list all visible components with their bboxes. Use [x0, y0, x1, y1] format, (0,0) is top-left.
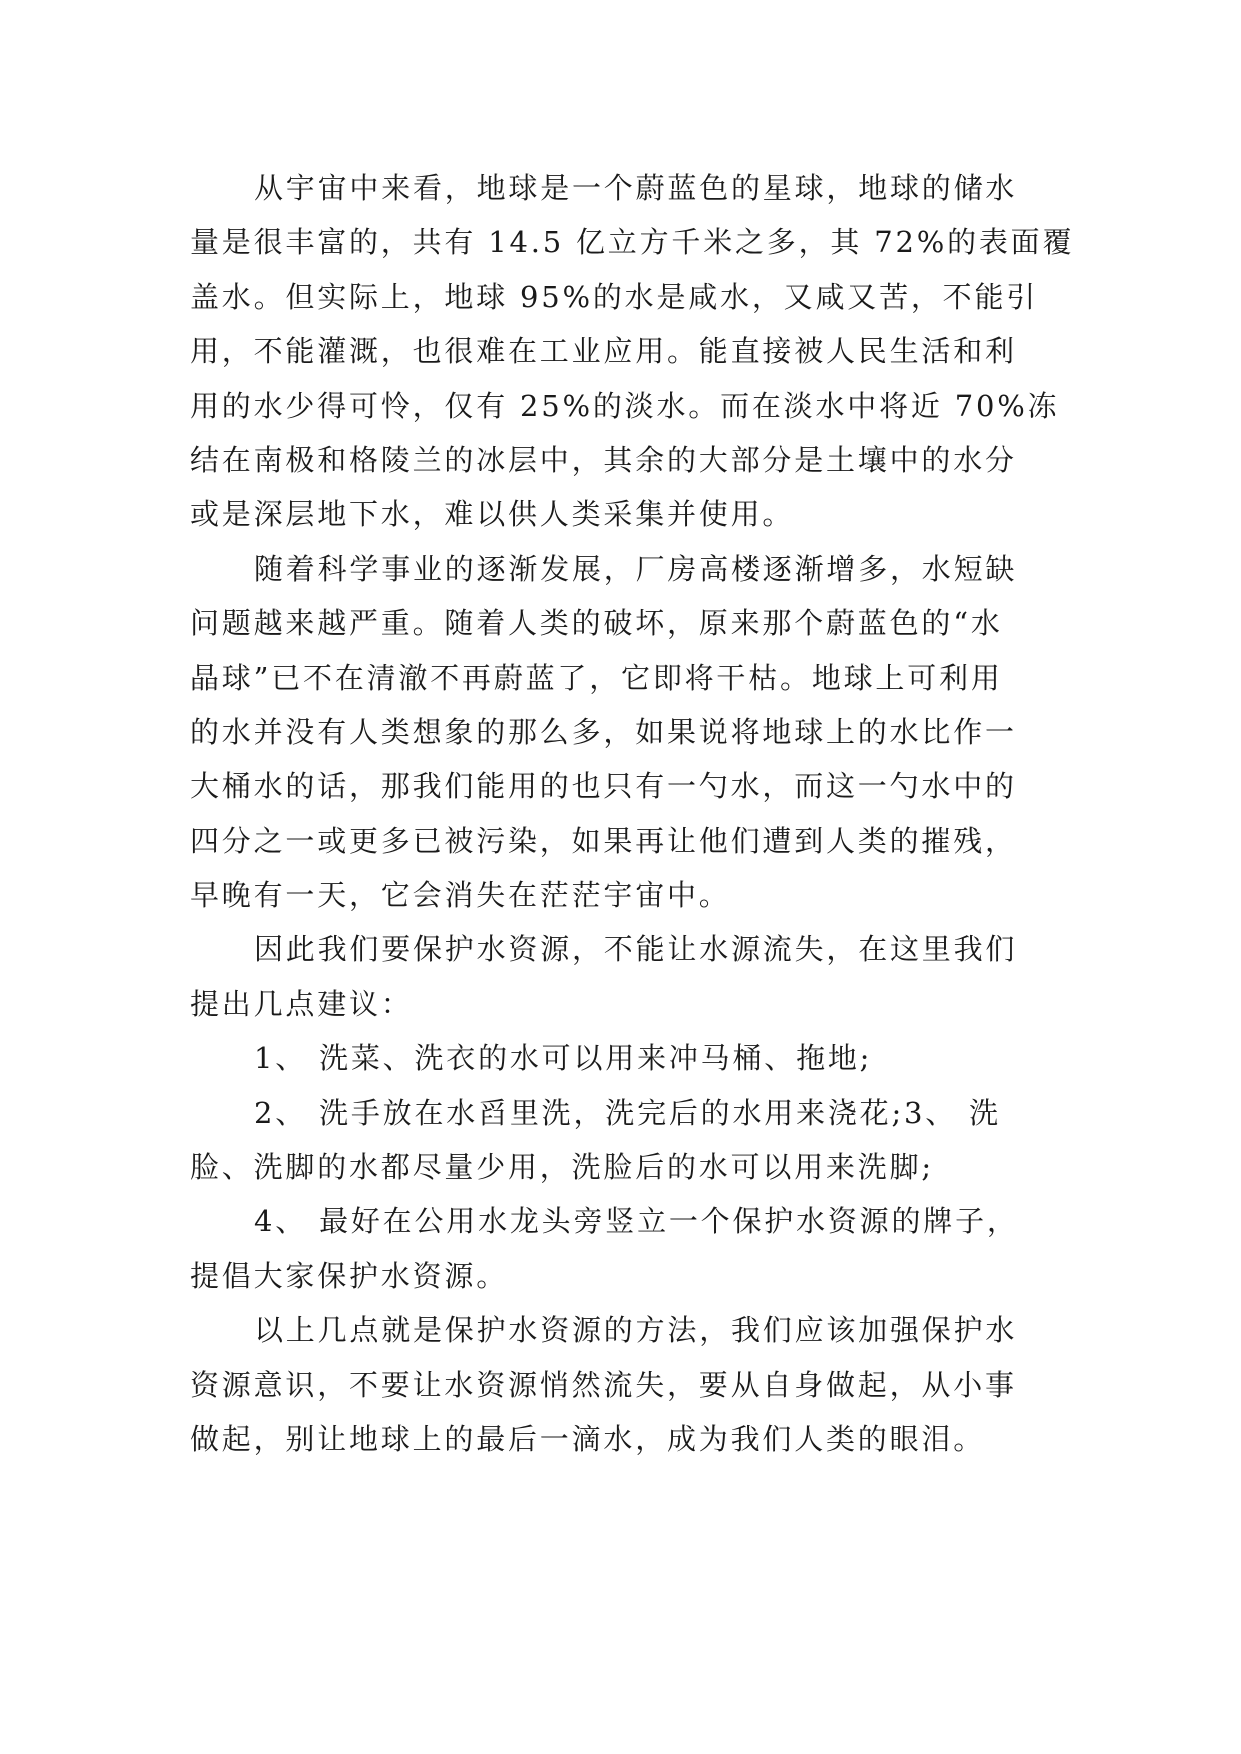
list-item-4: 4、 最好在公用水龙头旁竖立一个保护水资源的牌子，	[254, 1204, 1019, 1239]
list-item-1: 1、 洗菜、洗衣的水可以用来冲马桶、拖地;	[254, 1041, 873, 1076]
text-line: 用，不能灌溉，也很难在工业应用。能直接被人民生活和利	[190, 334, 1017, 369]
text-line: 大桶水的话，那我们能用的也只有一勺水，而这一勺水中的	[190, 769, 1017, 804]
list-item-2: 2、 洗手放在水舀里洗，洗完后的水用来浇花;3、 洗	[254, 1095, 1001, 1130]
text-line: 盖水。但实际上，地球 95%的水是咸水，又咸又苦，不能引	[190, 279, 1039, 314]
text-line: 做起，别让地球上的最后一滴水，成为我们人类的眼泪。	[190, 1421, 986, 1456]
text-line: 从宇宙中来看，地球是一个蔚蓝色的星球，地球的储水	[254, 171, 1018, 205]
text-line: 或是深层地下水，难以供人类采集并使用。	[190, 497, 795, 532]
text-line: 随着科学事业的逐渐发展，厂房高楼逐渐增多，水短缺	[254, 551, 1018, 586]
text-line: 问题越来越严重。随着人类的破坏，原来那个蔚蓝色的“水	[190, 606, 1003, 641]
text-line: 资源意识，不要让水资源悄然流失，要从自身做起，从小事	[190, 1367, 1017, 1402]
text-line: 晶球”已不在清澈不再蔚蓝了，它即将干枯。地球上可利用	[190, 660, 1003, 695]
text-line: 提倡大家保护水资源。	[190, 1258, 509, 1293]
text-line: 早晚有一天，它会消失在茫茫宇宙中。	[190, 878, 731, 913]
text-line: 四分之一或更多已被污染，如果再让他们遭到人类的摧残，	[190, 823, 1017, 858]
text-line: 因此我们要保护水资源，不能让水源流失，在这里我们	[254, 932, 1018, 967]
text-line: 的水并没有人类想象的那么多，如果说将地球上的水比作一	[190, 714, 1017, 749]
text-line: 量是很丰富的，共有 14.5 亿立方千米之多，其 72%的表面覆	[190, 225, 1075, 260]
document-body	[190, 161, 1075, 1466]
text-line: 以上几点就是保护水资源的方法，我们应该加强保护水	[254, 1313, 1018, 1348]
text-line: 用的水少得可怜，仅有 25%的淡水。而在淡水中将近 70%冻	[190, 388, 1060, 423]
text-line: 提出几点建议：	[190, 986, 413, 1021]
text-line: 结在南极和格陵兰的冰层中，其余的大部分是土壤中的水分	[190, 442, 1017, 477]
text-line: 脸、洗脚的水都尽量少用，洗脸后的水可以用来洗脚;	[190, 1150, 934, 1185]
